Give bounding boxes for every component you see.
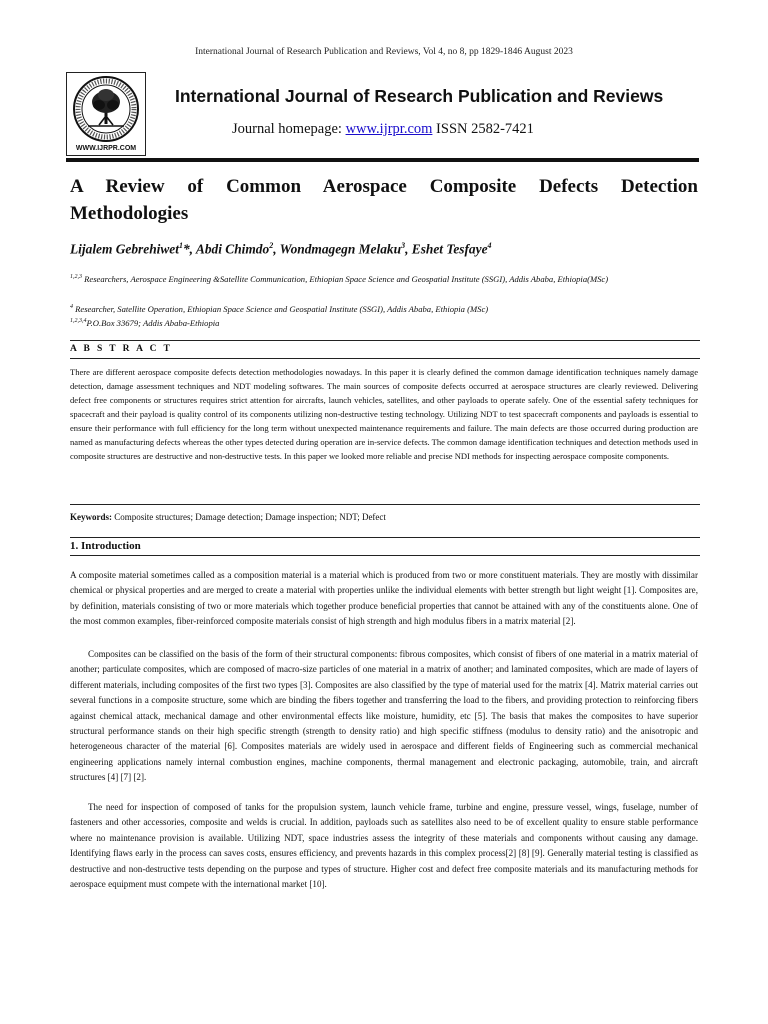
section-heading-rule — [70, 555, 700, 556]
intro-paragraph-3: The need for inspection of composed of tanks for the propulsion system, launch vehicle frame, turbine and engine, pressure vessel, wings, fuselage, number of fasteners and other accessories, composite and welds is crucial. In addition, payloads such as satellites also need to be of excellent quality to ensure stable performance where no maintenance provision is available. Utilizing NDT, space industries assess the integrity of these materials and components without causing any damage. Identifying flaws early in the process can saves costs, ensures efficiency, and prevents hazards in this complex process[2] [8] [9]. Generally material testing is classified as destructive and non-destructive tests depending on the purpose and types of structure. Higher cost and defect free composite materials and its manufacturing methods for aerospace equipment must compete with the international market [10]. — [70, 802, 698, 890]
journal-title: International Journal of Research Publication and Reviews — [175, 86, 664, 106]
paper-title — [70, 173, 698, 227]
tree-seal-icon — [66, 72, 146, 156]
abstract-heading: A B S T R A C T — [70, 344, 173, 354]
author-name: Eshet Tesfaye — [411, 241, 488, 257]
author-list: Lijalem Gebrehiwet$^1$*, Abdi Chimdo$^2$, Wondmagegn Melaku$^3$, Eshet Tesfaye$^4$ — [70, 241, 492, 257]
author-name: Abdi Chimdo — [195, 241, 270, 257]
abstract-top-rule — [70, 340, 700, 341]
author-sup: 2 — [269, 241, 274, 250]
author-sup: 3 — [401, 241, 406, 250]
keywords — [70, 512, 386, 522]
abstract-text: There are different aerospace composite defects detection methodologies nowadays. In this paper it is clearly defined the common damage identification techniques namely damage detection, damage assessment techniques and NDT modeling softwares. The main sources of composite defects occurred at aerospace structures are clearly reviewed. Delivering defect free components or structures requires strict attention for aircrafts, launch vehicles, satellites, and other payloads to operate safely. One of the essential safety techniques for spacecraft and their payload is quality control of its components utilizing non-destructive testing technology. Utilizing NDT to test spacecraft components and payloads is essential to ensure their performance with full efficiency for the long term without unexpected maintenance requirements and failure. The main defects are those occurred during production are named as manufacturing defects whereas the other types detected during operation are in-service defects. The common damage identification techniques and detection methods used in composite structures are destructive and non-destructive tests. In this paper we looked more reliable and precise NDI methods for inspecting aerospace composite components. — [70, 367, 698, 461]
section-top-rule — [70, 537, 700, 538]
intro-paragraph-1: A composite material sometimes called as a composition material is a material which is produced from two or more constituent materials. They are mostly with dissimilar chemical or physical properties and are merged to create a material with properties unlike the individual elements with better strength but light weight [1]. Composites are, by definition, materials consisting of two or more materials which together produce beneficial properties that cannot be attained with any of the constituents alone. One of the most common examples, fiber-reinforced composite materials consist of high strength and high modulus fibers in a matrix material [2]. — [70, 570, 698, 627]
paper-title-line2: Methodologies — [70, 203, 189, 224]
abstract-bottom-rule — [70, 504, 700, 505]
author-sup: 1 — [178, 241, 183, 250]
keywords-text: Composite structures; Damage detection; Damage inspection; NDT; Defect — [112, 512, 386, 522]
author-name: Wondmagegn Melaku — [279, 241, 402, 257]
author-name: Lijalem Gebrehiwet — [70, 241, 179, 257]
issn: ISSN 2582-7421 — [436, 121, 534, 137]
affiliation-2: $^4$ Researcher, Satellite Operation, Ethiopian Space Science and Geospatial Institute (SSGI), Addis Ababa, Ethiopia (MSc) — [70, 303, 489, 314]
affiliation-3: $^{1,2,3,4}$P.O.Box 33679; Addis Ababa-Ethiopia — [70, 317, 220, 328]
homepage-label: Journal homepage: — [232, 121, 342, 137]
abstract-heading-rule — [70, 358, 700, 359]
homepage-link[interactable]: www.ijrpr.com — [345, 121, 433, 137]
paper-title-line1: A Review of Common Aerospace Composite Defects Detection — [70, 176, 698, 197]
logo-caption: WWW.IJRPR.COM — [75, 145, 137, 152]
journal-logo — [66, 72, 146, 156]
introduction-heading: 1. Introduction — [70, 540, 141, 552]
header-divider — [66, 158, 699, 162]
author-sup: 4 — [487, 241, 492, 250]
keywords-label: Keywords: — [70, 512, 112, 522]
intro-paragraph-2: Composites can be classified on the basis of the form of their structural components: fibrous composites, which consist of fibers of one material in a matrix material of another; particulate composites, which are composed of macro-size particles of one material in a matrix of another; and laminated composites, which are made of layers of different materials, including composites of the first two types [3]. Composites are also classified by the type of material used for the matrix [4]. Matrix material carries out several functions in a composite structure, some which are binding the fibers together and transferring the load to the fibers, and providing protection to reinforcing fibers against chemical attack, mechanical damage and other environmental effects like moisture, humidity, etc [5]. The basis that makes the composites to have superior structural performance stands on their high specific strength (strength to density ratio) and high specific stiffness (modulus to density ratio) and the anisotropic and heterogeneous character of the material [6]. Composites materials are widely used in aerospace and different fields of Engineering such as commercial mechanical engineering applications namely internal combustion engines, machine components, thermal management and electronic packaging, automobile, train, and aircraft structures [4] [7] [2]. — [70, 649, 698, 783]
running-head: International Journal of Research Publication and Reviews, Vol 4, no 8, pp 1829-1846 August 2023 — [195, 47, 573, 57]
journal-homepage — [232, 121, 534, 138]
affiliation-1: $^{1,2,3}$ Researchers, Aerospace Engineering &Satellite Communication, Ethiopian Space Science and Geospatial Institute (SSGI), Addis Ababa, Ethiopia(MSc) — [70, 273, 609, 284]
